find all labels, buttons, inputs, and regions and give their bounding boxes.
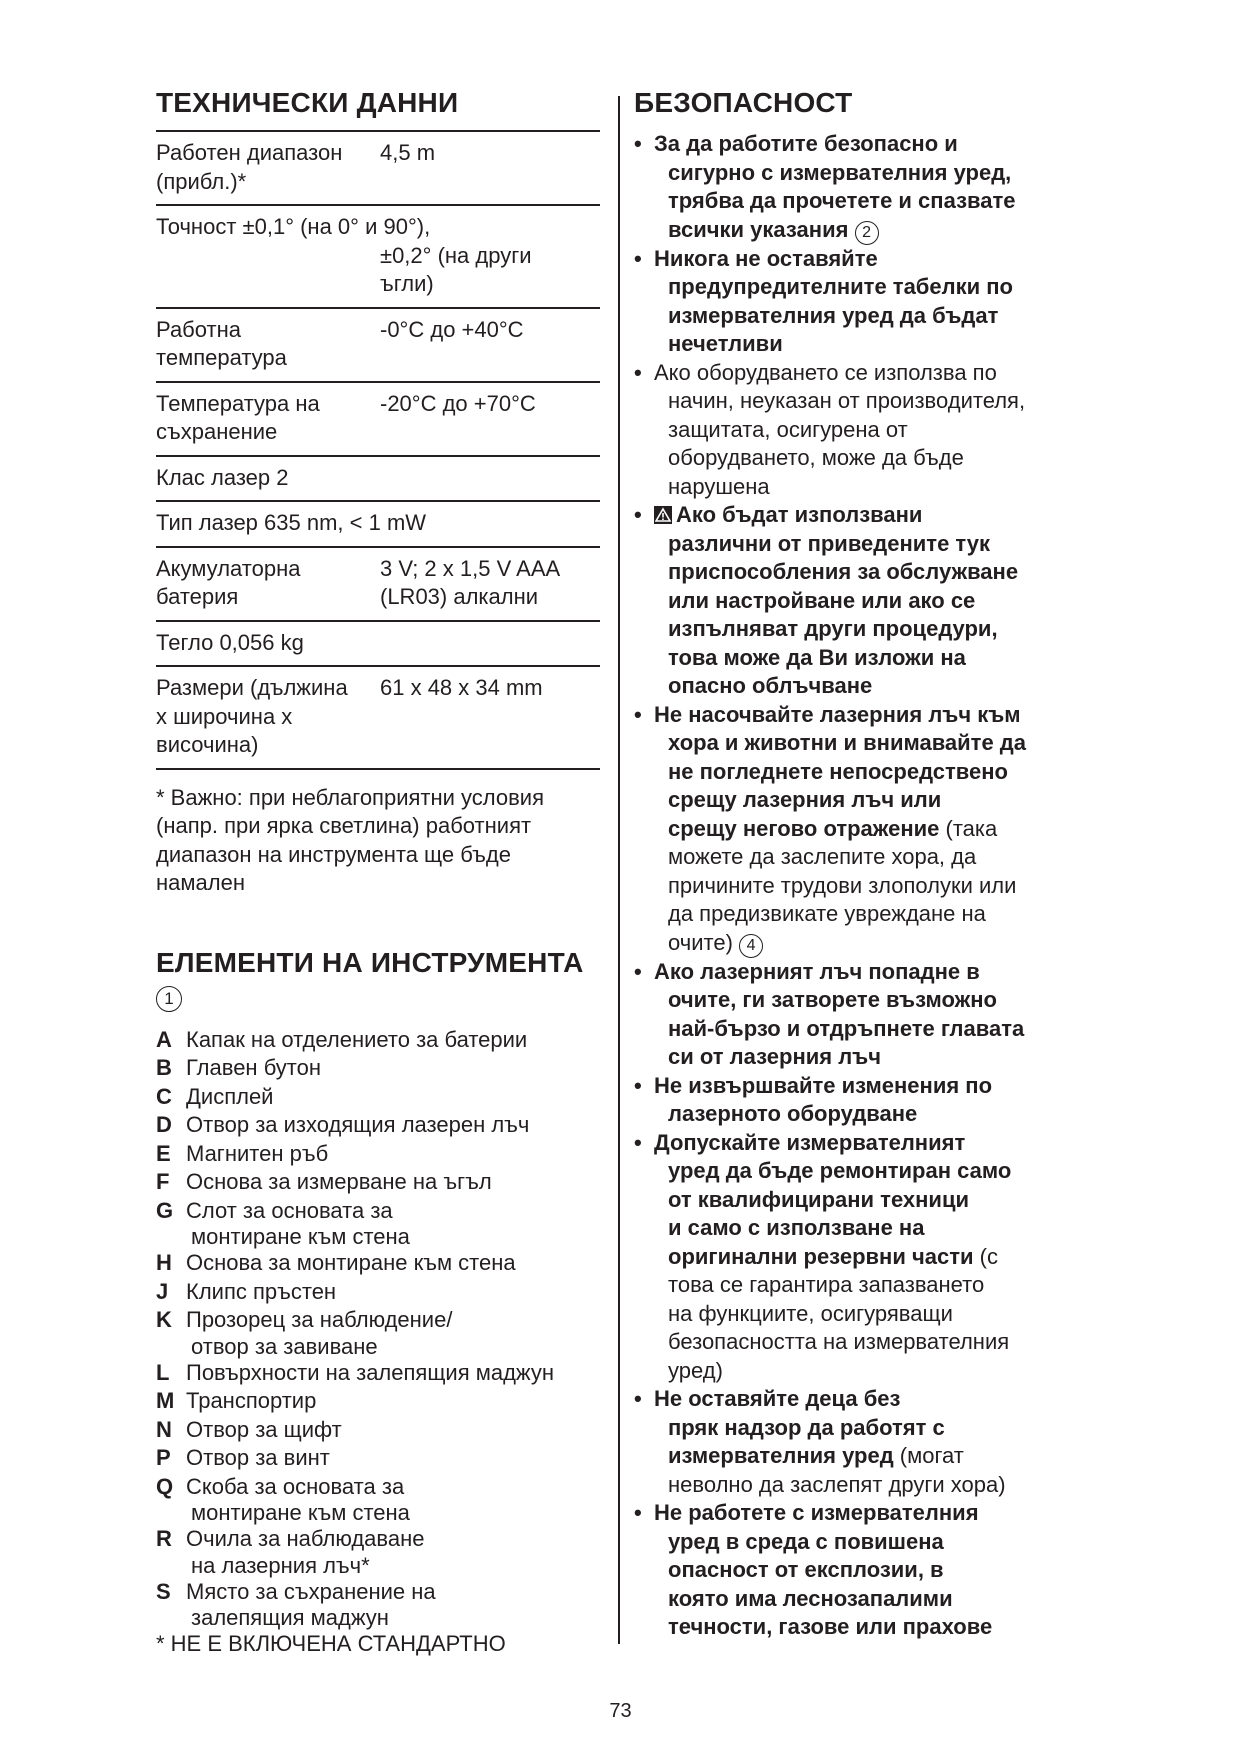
- list-item: H Основа за монтиране към стена: [156, 1250, 516, 1275]
- warning-icon: [654, 506, 672, 524]
- spec-row-accuracy: Точност ±0,1° (на 0° и 90°), ±0,2° (на други ъгли): [156, 206, 600, 309]
- column-divider: [618, 96, 620, 1644]
- page-number: 73: [609, 1700, 632, 1722]
- list-item: L Повърхности на залепящия маджун: [156, 1359, 555, 1385]
- safety-list: [634, 130, 1089, 1642]
- spec-row-storage-temp: Температура на съхранение -20°C до +70°C: [156, 383, 600, 457]
- safety-item: • Ако бъдат използвани различни от приведените тук приспособления за обслужване или настройване или ако се изпълняват други процедури, това може да Ви изложи на опасно облъчване: [634, 502, 1019, 698]
- safety-heading: БЕЗОПАСНОСТ: [634, 87, 853, 118]
- safety-item: • Ако оборудването се използва по начин, неуказан от производителя, защитата, осигурена от оборудването, може да бъде нарушена: [634, 359, 1026, 499]
- spec-row-battery: Акумулаторна батерия 3 V; 2 x 1,5 V AAA (LR03) алкални: [156, 548, 600, 622]
- not-standard-note: * НЕ Е ВКЛЮЧЕНА СТАНДАРТНО: [156, 1631, 506, 1656]
- list-item: A Капак на отделението за батерии: [156, 1026, 528, 1052]
- figure-ref-4: 4: [739, 934, 763, 958]
- safety-item: • За да работите безопасно и сигурно с измервателния уред, трябва да прочетете и спазвате всички указания 2: [634, 130, 1089, 245]
- spec-row-weight: Тегло 0,056 kg: [156, 622, 600, 668]
- safety-item: • Не оставяйте деца без пряк надзор да работят с измервателния уред (могат неволно да заслепят други хора): [634, 1386, 1006, 1497]
- list-item: S Място за съхранение на залепящия маджун: [156, 1578, 436, 1630]
- list-item: D Отвор за изходящия лазерен лъч: [156, 1112, 530, 1137]
- list-item: F Основа за измерване на ъгъл: [156, 1169, 492, 1194]
- safety-item: • Ако лазерният лъч попадне в очите, ги затворете възможно най-бързо и отдръпнете главата си от лазерния лъч: [634, 958, 1025, 1069]
- tech-data-table: [156, 130, 600, 770]
- list-item: K Прозорец за наблюдение/ отвор за завиване: [156, 1307, 453, 1359]
- right-column: [634, 86, 1089, 1642]
- tech-data-heading: ТЕХНИЧЕСКИ ДАННИ: [156, 87, 459, 118]
- elements-list: [156, 1026, 604, 1659]
- spec-row-dimensions: Размери (дължина x широчина x височина) 61 x 48 x 34 mm: [156, 667, 600, 770]
- figure-ref-1: 1: [156, 986, 182, 1012]
- safety-item: • Не насочвайте лазерния лъч към хора и животни и внимавайте да не погледнете непосредствено срещу лазерния лъч или срещу негово отражение (така можете да заслепите хора, да причините трудови злополуки или да предизвикате увреждане на очите) 4: [634, 701, 1089, 958]
- figure-ref-2: 2: [855, 221, 879, 245]
- list-item: M Транспортир: [156, 1388, 317, 1413]
- list-item: J Клипс пръстен: [156, 1278, 337, 1304]
- list-item: E Магнитен ръб: [156, 1140, 329, 1166]
- list-item: Q Скоба за основата за монтиране към стена: [156, 1473, 410, 1525]
- list-item: B Главен бутон: [156, 1055, 322, 1080]
- safety-item: • Никога не оставяйте предупредителните табелки по измервателния уред да бъдат нечетливи: [634, 245, 1013, 356]
- spec-row-laser-type: Тип лазер 635 nm, < 1 mW: [156, 502, 600, 548]
- list-item: P Отвор за винт: [156, 1445, 330, 1470]
- safety-item: • Допускайте измервателният уред да бъде ремонтиран само от квалифицирани техници и само с използване на оригинални резервни части (с това се гарантира запазването на функциите, осигуряващи безопасността на измервателния уред): [634, 1129, 1012, 1383]
- spec-row-operating-temp: Работна температура -0°C до +40°C: [156, 309, 600, 383]
- list-item: R Очила за наблюдаване на лазерния лъч*: [156, 1526, 425, 1578]
- list-item: N Отвор за щифт: [156, 1416, 342, 1442]
- left-column: [156, 86, 604, 1659]
- safety-item: • Не работете с измервателния уред в среда с повишена опасност от експлозии, в която има леснозапалими течности, газове или прахове: [634, 1500, 993, 1639]
- spec-row-range: Работен диапазон (прибл.)* 4,5 m: [156, 132, 600, 206]
- list-item: C Дисплей: [156, 1083, 274, 1109]
- safety-item: • Не извършвайте изменения по лазерното оборудване: [634, 1072, 993, 1126]
- range-footnote: * Важно: при неблагоприятни условия (напр. при ярка светлина) работният диапазон на инструмента ще бъде намален: [156, 784, 544, 895]
- elements-heading: ЕЛЕМЕНТИ НА ИНСТРУМЕНТА: [156, 946, 584, 978]
- list-item: G Слот за основата за монтиране към стена: [156, 1197, 410, 1249]
- spec-row-laser-class: Клас лазер 2: [156, 457, 600, 503]
